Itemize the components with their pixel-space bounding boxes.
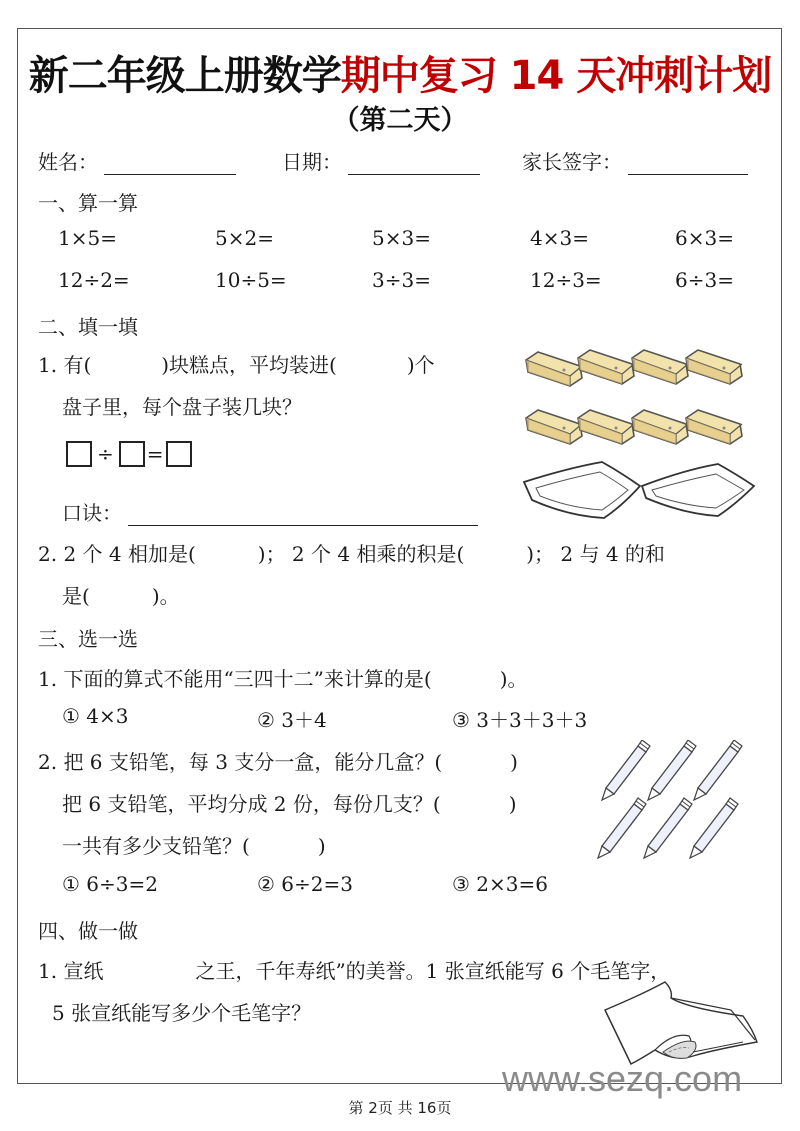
q-text: )； 2 与 4 的和 [526, 542, 665, 566]
q-text: )。 [151, 584, 180, 608]
parent-sign-blank[interactable] [628, 152, 748, 175]
q3-2-option[interactable]: ② 6÷2=3 [257, 872, 353, 896]
q3-1-text [38, 663, 528, 692]
calc-item: 5×2= [215, 226, 274, 250]
division-boxes [66, 441, 192, 467]
divide-sign: ÷ [97, 442, 114, 466]
date-field-row [282, 146, 480, 175]
q-text: )； 2 个 4 相乘的积是( [257, 542, 465, 566]
q-text: 2. 2 个 4 相加是( [38, 542, 196, 566]
q-text: ) [508, 792, 517, 816]
section1-heading: 一、算一算 [38, 191, 138, 215]
page-subtitle: （第二天） [332, 105, 468, 136]
q4-1-line1 [38, 955, 670, 984]
calc-item: 1×5= [58, 226, 117, 250]
q-text: 一共有多少支铅笔？( [62, 834, 250, 858]
calc-item: 12÷2= [58, 268, 130, 292]
q-text: 是( [62, 584, 90, 608]
title-red-part: 期中复习 14 天冲刺计划 [340, 53, 772, 99]
section2-heading: 二、填一填 [38, 315, 138, 339]
q-text: )。 [499, 667, 528, 691]
q4-1-line2: 5 张宣纸能写多少个毛笔字？ [52, 1001, 312, 1025]
name-label: 姓名： [38, 150, 98, 174]
cakes-and-trays-illustration [518, 340, 768, 530]
name-blank[interactable] [104, 152, 236, 175]
koujue-label: 口诀： [62, 501, 122, 525]
q-text: 1. 下面的算式不能用“三四十二”来计算的是( [38, 667, 432, 691]
answer-box[interactable] [66, 441, 92, 467]
koujue-blank[interactable] [128, 503, 478, 526]
q3-2-option[interactable]: ③ 2×3=6 [452, 872, 548, 896]
q-text: )块糕点，平均装进( [161, 353, 337, 377]
title-black-part: 新二年级上册数学 [28, 53, 341, 99]
equals-sign: = [146, 442, 164, 466]
q2-1-line1 [38, 349, 435, 378]
calc-item: 10÷5= [215, 268, 287, 292]
q-text: 2. 把 6 支铅笔，每 3 支分一盒，能分几盒？( [38, 750, 443, 774]
q-text: 把 6 支铅笔，平均分成 2 份，每份几支？( [62, 792, 441, 816]
parent-sign-row [522, 146, 748, 175]
six-pencils-illustration [596, 740, 766, 860]
q3-1-option[interactable]: ③ 3＋3＋3＋3 [452, 708, 588, 732]
parent-sign-label: 家长签字： [522, 150, 622, 174]
date-label: 日期： [282, 150, 342, 174]
calc-item: 4×3= [530, 226, 589, 250]
calc-item: 6×3= [675, 226, 734, 250]
q2-2-line2 [62, 580, 180, 609]
q3-1-option[interactable]: ① 4×3 [62, 704, 129, 728]
calc-item: 3÷3= [372, 268, 431, 292]
koujue-row [62, 497, 478, 526]
answer-box[interactable] [119, 441, 145, 467]
answer-box[interactable] [166, 441, 192, 467]
calc-item: 5×3= [372, 226, 431, 250]
page-footer: 第 2页 共 16页 [348, 1099, 452, 1117]
date-blank[interactable] [348, 152, 480, 175]
q-text: ) [510, 750, 518, 774]
q3-2-line2 [62, 788, 517, 817]
q2-1-line2: 盘子里，每个盘子装几块？ [62, 395, 302, 419]
q-text: 之王，千年寿纸”的美誉。1 张宣纸能写 6 个毛笔字， [195, 959, 671, 983]
watermark: www.sezq.com [502, 1058, 743, 1099]
q3-2-line3 [62, 830, 326, 859]
q3-2-line1 [38, 746, 518, 775]
q3-2-option[interactable]: ① 6÷3=2 [62, 872, 158, 896]
calc-item: 6÷3= [675, 268, 734, 292]
page-title [0, 44, 800, 101]
q2-2-line1 [38, 538, 665, 567]
q-text: 1. 宣纸 [38, 959, 104, 983]
section3-heading: 三、选一选 [38, 627, 138, 651]
xuan-paper-illustration [603, 980, 763, 1070]
q-text: ) [317, 834, 326, 858]
q-text: )个 [406, 353, 435, 377]
section4-heading: 四、做一做 [38, 919, 138, 943]
name-field-row [38, 146, 236, 175]
q-text: 1. 有( [38, 353, 92, 377]
calc-item: 12÷3= [530, 268, 602, 292]
q3-1-option[interactable]: ② 3＋4 [257, 708, 327, 732]
